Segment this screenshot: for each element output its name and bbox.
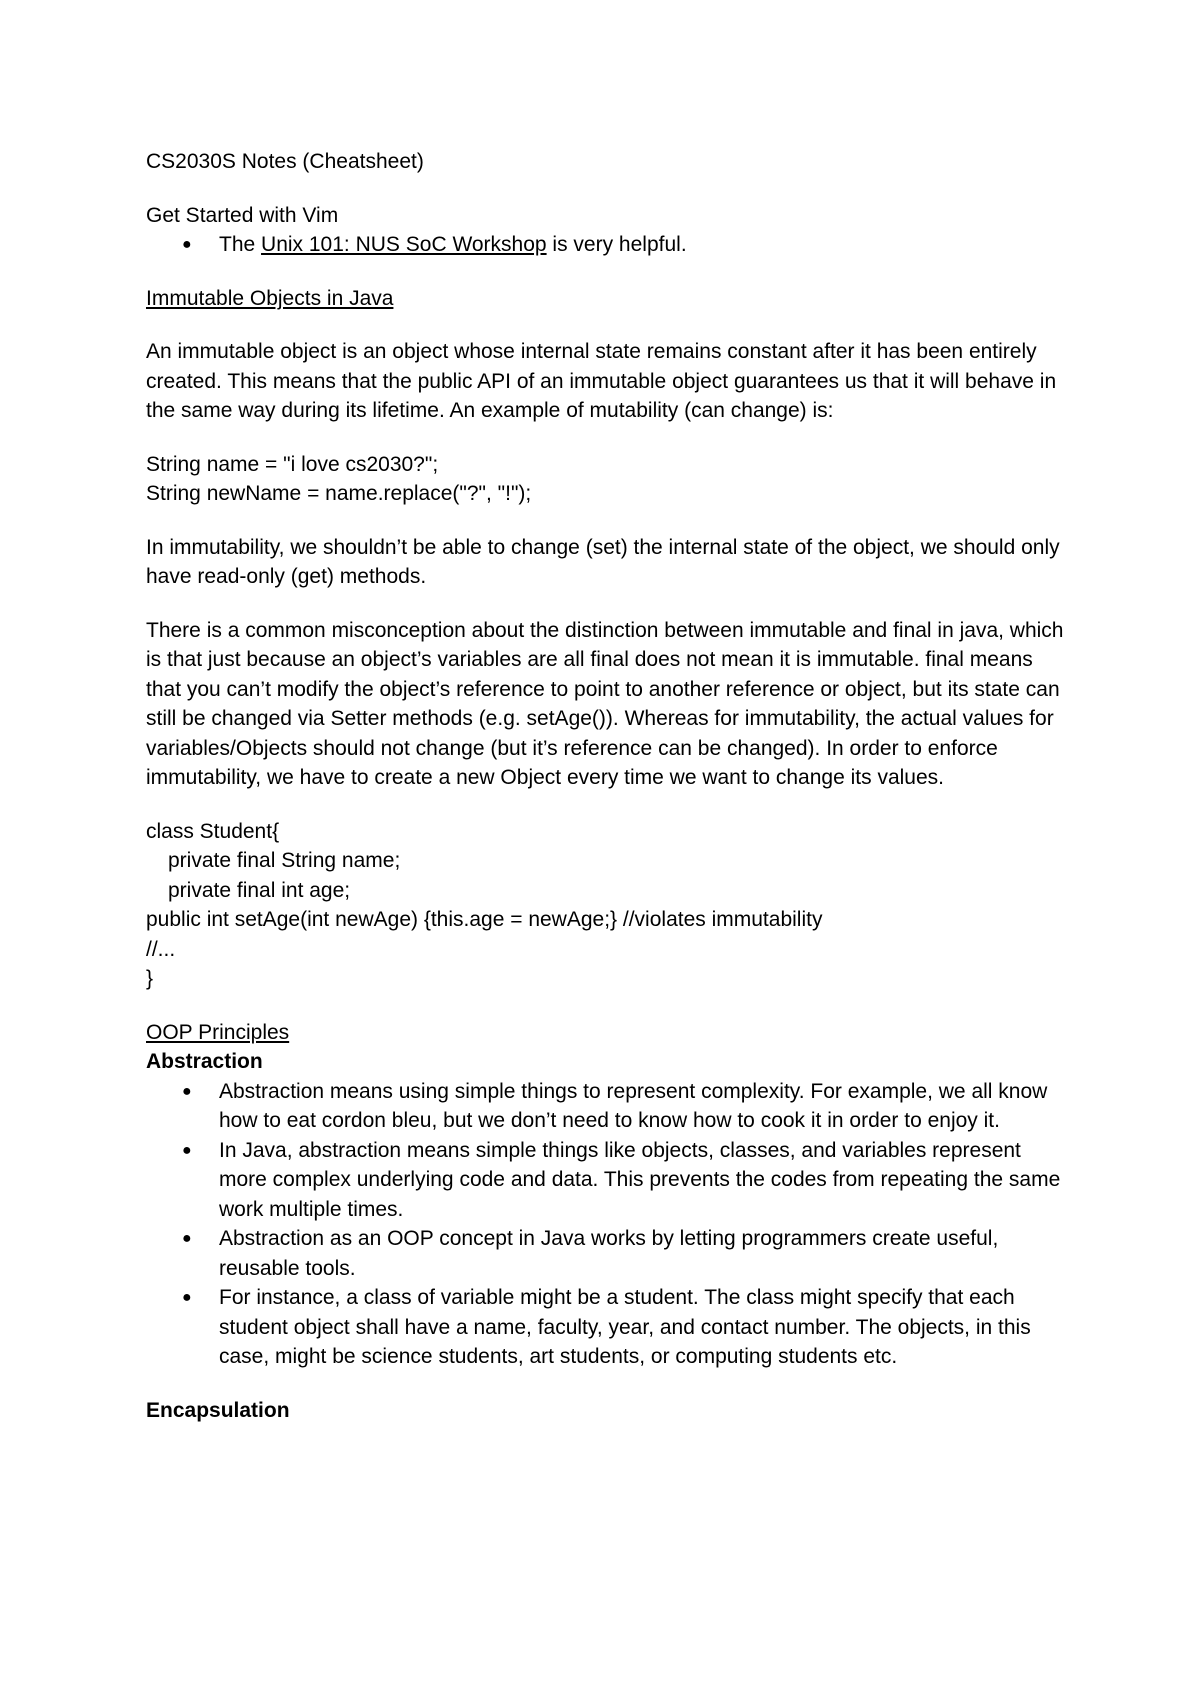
code-line: }: [146, 967, 154, 990]
code-line: //...: [146, 937, 176, 961]
abstraction-bullet-text: Abstraction as an OOP concept in Java works by letting programmers create useful, reusable tools.: [219, 1227, 999, 1280]
abstraction-bullet-text: In Java, abstraction means simple things like objects, classes, and variables represent more complex underlying code and data. This prevents the codes from repeating the same work multiple times.: [219, 1138, 1061, 1221]
code-line: String newName = name.replace("?", "!");: [146, 482, 532, 505]
list-item: [146, 1136, 1066, 1225]
vim-heading: Get Started with Vim: [146, 203, 339, 227]
code-line: String name = "i love cs2030?";: [146, 452, 439, 476]
abstraction-bullet-list: [146, 1077, 1066, 1372]
abstraction-heading: Abstraction: [146, 1050, 263, 1073]
list-item: [146, 1224, 1066, 1283]
code-line: private final String name;: [168, 849, 401, 872]
document-content: [146, 147, 1066, 1425]
immutable-paragraph-1: An immutable object is an object whose internal state remains constant after it has been entirely created. This means that the public API of an immutable object guarantees us that it will behave in the same way during its lifetime. An example of mutability (can change) is:: [146, 340, 1057, 422]
bullet-icon: ●: [182, 1230, 192, 1247]
code-line: private final int age;: [168, 878, 351, 902]
vim-bullet-suffix: is very helpful.: [546, 233, 687, 256]
list-item: [146, 230, 1066, 260]
oop-heading: OOP Principles: [146, 1020, 290, 1044]
code-line: class Student{: [146, 819, 280, 843]
immutable-paragraph-2: In immutability, we shouldn’t be able to change (set) the internal state of the object, we should only have read-only (get) methods.: [146, 535, 1060, 588]
list-item: [146, 1077, 1066, 1136]
bullet-icon: ●: [182, 1082, 192, 1100]
vim-bullet-prefix: The: [219, 233, 262, 256]
immutable-paragraph-3: There is a common misconception about the distinction between immutable and final in java, which is that just because an object’s variables are all final does not mean it is immutable. final means that you can’t modify the object’s reference to point to another reference or object, but its state can still be changed via Setter methods (e.g. setAge()). Whereas for immutability, the actual values for variables/Objects should not change (but it’s reference can be changed). In order to enforce immutability, we have to create a new Object every time we want to change its values.: [146, 618, 1064, 789]
encapsulation-heading: Encapsulation: [146, 1398, 290, 1422]
bullet-icon: ●: [182, 236, 192, 253]
bullet-icon: ●: [182, 1289, 192, 1306]
abstraction-bullet-text: For instance, a class of variable might be a student. The class might specify that each student object shall have a name, faculty, year, and contact number. The objects, in this case, might be science students, art students, or computing students etc.: [219, 1286, 1031, 1368]
immutable-heading: Immutable Objects in Java: [146, 286, 394, 310]
code-line: public int setAge(int newAge) {this.age = newAge;} //violates immutability: [146, 908, 823, 931]
bullet-icon: ●: [182, 1141, 192, 1159]
document-title: CS2030S Notes (Cheatsheet): [146, 150, 424, 173]
abstraction-bullet-text: Abstraction means using simple things to represent complexity. For example, we all know how to eat cordon bleu, but we don’t need to know how to cook it in order to enjoy it.: [219, 1079, 1048, 1132]
list-item: [146, 1283, 1066, 1372]
unix-101-link[interactable]: Unix 101: NUS SoC Workshop: [261, 233, 547, 256]
vim-bullet-list: [146, 230, 1066, 260]
